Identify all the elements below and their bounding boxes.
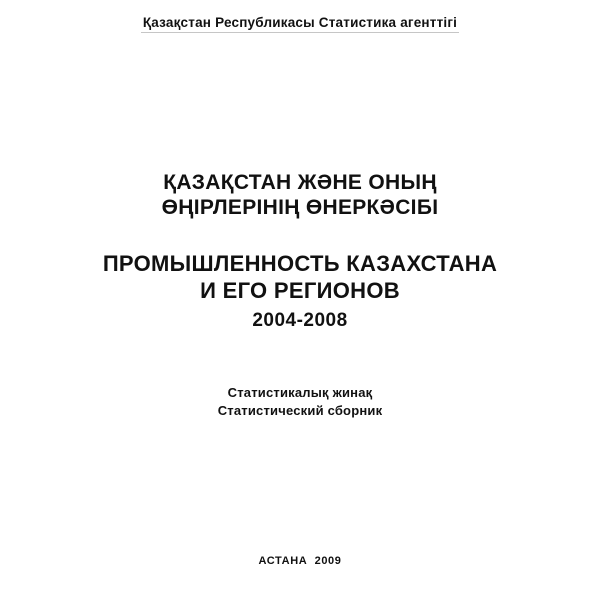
- agency-header: [0, 15, 600, 33]
- main-title-russian: [0, 250, 600, 334]
- main-title-kazakh: [0, 170, 600, 220]
- main-title-kazakh-line1: ҚАЗАҚСТАН ЖӘНЕ ОНЫҢ: [163, 171, 437, 194]
- imprint-city-year: АСТАНА 2009: [258, 555, 342, 567]
- main-title-years: 2004-2008: [252, 310, 348, 331]
- main-title-russian-line2: И ЕГО РЕГИОНОВ: [200, 278, 400, 303]
- edition-subtitle: [0, 384, 600, 420]
- edition-subtitle-russian: Статистический сборник: [217, 403, 383, 418]
- main-title-kazakh-line2: ӨҢІРЛЕРІНІҢ ӨНЕРКӘСІБІ: [161, 196, 439, 219]
- edition-subtitle-kazakh: Статистикалық жинақ: [227, 385, 373, 400]
- agency-header-text: Қазақстан Республикасы Статистика агенттігі: [141, 15, 459, 33]
- main-title-russian-line1: ПРОМЫШЛЕННОСТЬ КАЗАХСТАНА: [102, 251, 498, 276]
